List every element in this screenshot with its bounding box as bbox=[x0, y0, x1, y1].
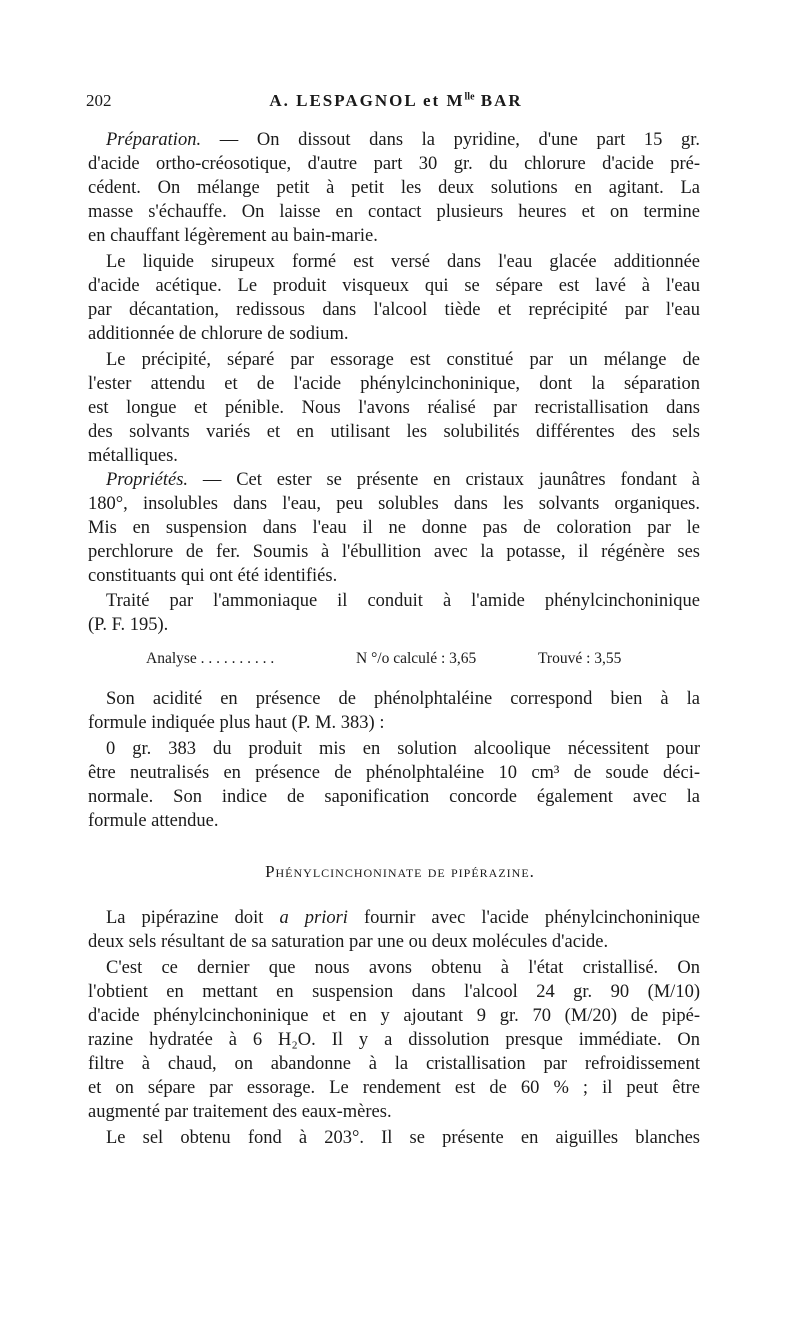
text-line bbox=[106, 128, 700, 152]
text-line: l'obtient en mettant en suspension dans l'alcool 24 gr. 90 (M/10) bbox=[88, 982, 700, 1002]
section-label-proprietes: Propriétés. bbox=[106, 470, 189, 490]
running-head-superscript: lle bbox=[464, 91, 475, 103]
text-span: La pipérazine doit bbox=[106, 908, 280, 928]
running-head-tail: BAR bbox=[474, 91, 523, 110]
text-line: des solvants variés et en utilisant les solubilités différentes des sels bbox=[88, 422, 700, 442]
text-line: augmenté par traitement des eaux-mères. bbox=[88, 1102, 392, 1122]
text-line: additionnée de chlorure de sodium. bbox=[88, 324, 349, 344]
text-line: razine hydratée à 6 H₂O. Il y a dissolution presque immédiate. On bbox=[88, 1030, 700, 1050]
analysis-line bbox=[146, 648, 656, 670]
text-line: Le sel obtenu fond à 203°. Il se présente en aiguilles blanches bbox=[106, 1128, 700, 1148]
text-line: Son acidité en présence de phénolphtaléine correspond bien à la bbox=[106, 689, 700, 709]
text-line: par décantation, redissous dans l'alcool tiède et reprécipité par l'eau bbox=[88, 300, 700, 320]
text-span: — On dissout dans la pyridine, d'une part 15 gr. bbox=[201, 130, 700, 150]
text-line: filtre à chaud, on abandonne à la cristallisation par refroidissement bbox=[88, 1054, 700, 1074]
text-span: — Cet ester se présente en cristaux jaunâtres fondant à bbox=[188, 470, 700, 490]
page-number: 202 bbox=[86, 91, 112, 110]
text-line: perchlorure de fer. Soumis à l'ébullition avec la potasse, il régénère ses bbox=[88, 542, 700, 562]
text-line: cédent. On mélange petit à petit les deux solutions en agitant. La bbox=[88, 178, 700, 198]
text-line: l'ester attendu et de l'acide phénylcinchoninique, dont la séparation bbox=[88, 374, 700, 394]
analysis-found: Trouvé : 3,55 bbox=[538, 650, 622, 667]
text-line: formule indiquée plus haut (P. M. 383) : bbox=[88, 713, 385, 733]
text-line: masse s'échauffe. On laisse en contact plusieurs heures et on termine bbox=[88, 202, 700, 222]
text-line bbox=[106, 906, 700, 930]
text-line: Le précipité, séparé par essorage est constitué par un mélange de bbox=[106, 350, 700, 370]
text-line: constituants qui ont été identifiés. bbox=[88, 566, 338, 586]
text-line: être neutralisés en présence de phénolphtaléine 10 cm³ de soude déci- bbox=[88, 763, 700, 783]
section-title: Phénylcinchoninate de pipérazine. bbox=[265, 862, 535, 881]
text-line: C'est ce dernier que nous avons obtenu à l'état cristallisé. On bbox=[106, 958, 700, 978]
running-head-authors: A. LESPAGNOL et M bbox=[269, 91, 465, 110]
text-line: est longue et pénible. Nous l'avons réalisé par recristallisation dans bbox=[88, 398, 700, 418]
text-line: en chauffant légèrement au bain-marie. bbox=[88, 226, 378, 246]
text-span: fournir avec l'acide phénylcinchoninique bbox=[347, 908, 701, 928]
text-line: 0 gr. 383 du produit mis en solution alcoolique nécessitent pour bbox=[106, 739, 700, 759]
text-line: Le liquide sirupeux formé est versé dans l'eau glacée additionnée bbox=[106, 252, 700, 272]
text-line: deux sels résultant de sa saturation par une ou deux molécules d'acide. bbox=[88, 932, 609, 952]
analysis-calculated: N °/o calculé : 3,65 bbox=[356, 650, 477, 667]
text-line: Traité par l'ammoniaque il conduit à l'amide phénylcinchoninique bbox=[106, 591, 700, 611]
running-header bbox=[86, 91, 706, 115]
text-line bbox=[106, 468, 700, 492]
text-line: formule attendue. bbox=[88, 811, 219, 831]
text-line: Mis en suspension dans l'eau il ne donne pas de coloration par le bbox=[88, 518, 700, 538]
running-head bbox=[86, 91, 706, 111]
text-line: d'acide phénylcinchoninique et en y ajoutant 9 gr. 70 (M/20) de pipé- bbox=[88, 1006, 700, 1026]
text-line: d'acide acétique. Le produit visqueux qui se sépare est lavé à l'eau bbox=[88, 276, 700, 296]
italic-phrase: a priori bbox=[279, 908, 348, 928]
text-line: normale. Son indice de saponification concorde également avec la bbox=[88, 787, 700, 807]
text-line: métalliques. bbox=[88, 446, 178, 466]
analysis-label: Analyse . . . . . . . . . . bbox=[146, 650, 275, 667]
section-label-preparation: Préparation. bbox=[106, 130, 202, 150]
text-line: 180°, insolubles dans l'eau, peu solubles dans les solvants organiques. bbox=[88, 494, 700, 514]
text-line: d'acide ortho-créosotique, d'autre part 30 gr. du chlorure d'acide pré- bbox=[88, 154, 700, 174]
text-line: et on sépare par essorage. Le rendement est de 60 % ; il peut être bbox=[88, 1078, 700, 1098]
text-line: (P. F. 195). bbox=[88, 615, 169, 635]
